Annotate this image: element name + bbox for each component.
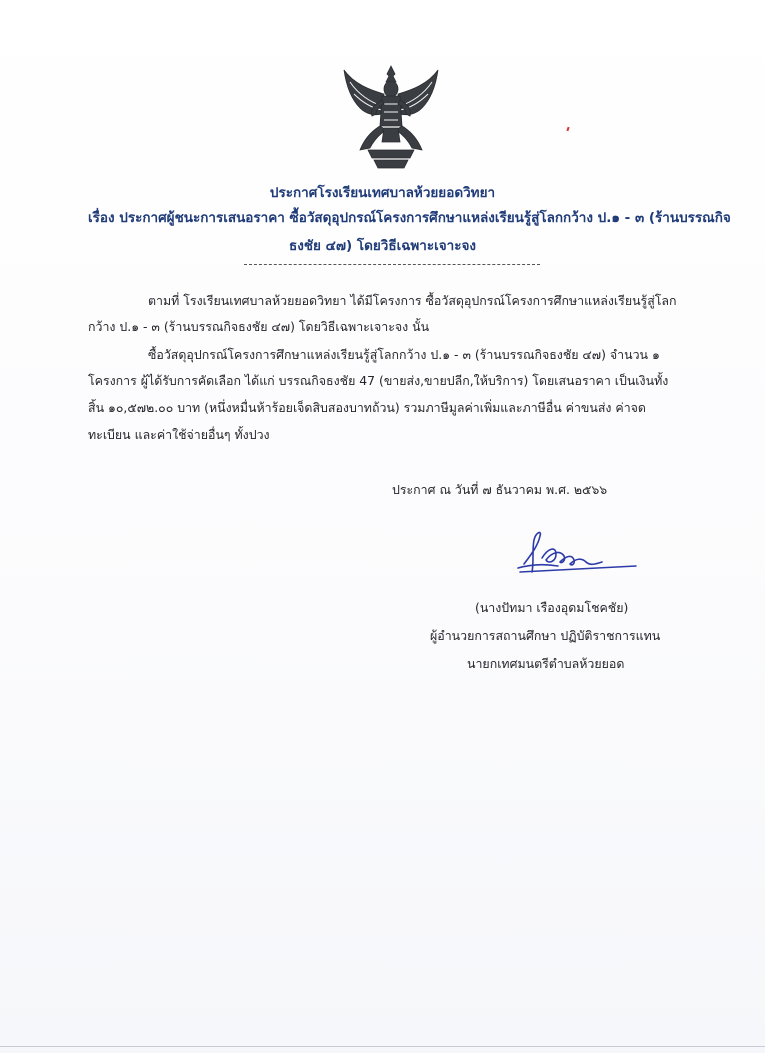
document-title: ประกาศโรงเรียนเทศบาลห้วยยอดวิทยา xyxy=(269,185,496,201)
paragraph-2-line-3: สิ้น ๑๐,๕๗๒.๐๐ บาท (หนึ่งหมื่นห้าร้อยเจ็ดสิบสองบาทถ้วน) รวมภาษีมูลค่าเพิ่มและภาษีอื่น ค่าขนส่ง ค่าจด xyxy=(88,400,646,415)
paragraph-1-line-2: กว้าง ป.๑ - ๓ (ร้านบรรณกิจธงชัย ๔๗) โดยวิธีเฉพาะเจาะจง นั้น xyxy=(88,319,430,334)
paragraph-2-line-4: ทะเบียน และค่าใช้จ่ายอื่นๆ ทั้งปวง xyxy=(88,427,270,442)
garuda-emblem-icon xyxy=(340,64,442,174)
separator-line xyxy=(244,264,540,265)
handwritten-signature xyxy=(512,528,642,584)
paragraph-2-line-2: โครงการ ผู้ได้รับการคัดเลือก ได้แก่ บรรณกิจธงชัย 47 (ขายส่ง,ขายปลีก,ให้บริการ) โดยเสนอราคา เป็นเงินทั้ง xyxy=(88,373,669,388)
subject-line-1: เรื่อง ประกาศผู้ชนะการเสนอราคา ซื้อวัสดุอุปกรณ์โครงการศึกษาแหล่งเรียนรู้สู่โลกกว้าง ป.๑ - ๓ (ร้านบรรณกิจ xyxy=(88,210,731,226)
announce-date: ประกาศ ณ วันที่ ๗ ธันวาคม พ.ศ. ๒๕๖๖ xyxy=(392,482,608,497)
scan-edge xyxy=(0,1046,765,1047)
signatory-name: (นางปัทมา เรืองอุดมโชคชัย) xyxy=(475,600,629,615)
paragraph-1-line-1: ตามที่ โรงเรียนเทศบาลห้วยยอดวิทยา ได้มีโครงการ ซื้อวัสดุอุปกรณ์โครงการศึกษาแหล่งเรียนรู้สู่โลก xyxy=(148,293,677,308)
ink-speck xyxy=(566,127,569,131)
signatory-position-1: ผู้อำนวยการสถานศึกษา ปฏิบัติราชการแทน xyxy=(430,628,661,643)
signatory-position-2: นายกเทศมนตรีตำบลห้วยยอด xyxy=(467,656,625,671)
subject-line-2: ธงชัย ๔๗) โดยวิธีเฉพาะเจาะจง xyxy=(289,238,476,254)
paragraph-2-line-1: ซื้อวัสดุอุปกรณ์โครงการศึกษาแหล่งเรียนรู้สู่โลกกว้าง ป.๑ - ๓ (ร้านบรรณกิจธงชัย ๔๗) จำนวน ๑ xyxy=(148,347,660,362)
